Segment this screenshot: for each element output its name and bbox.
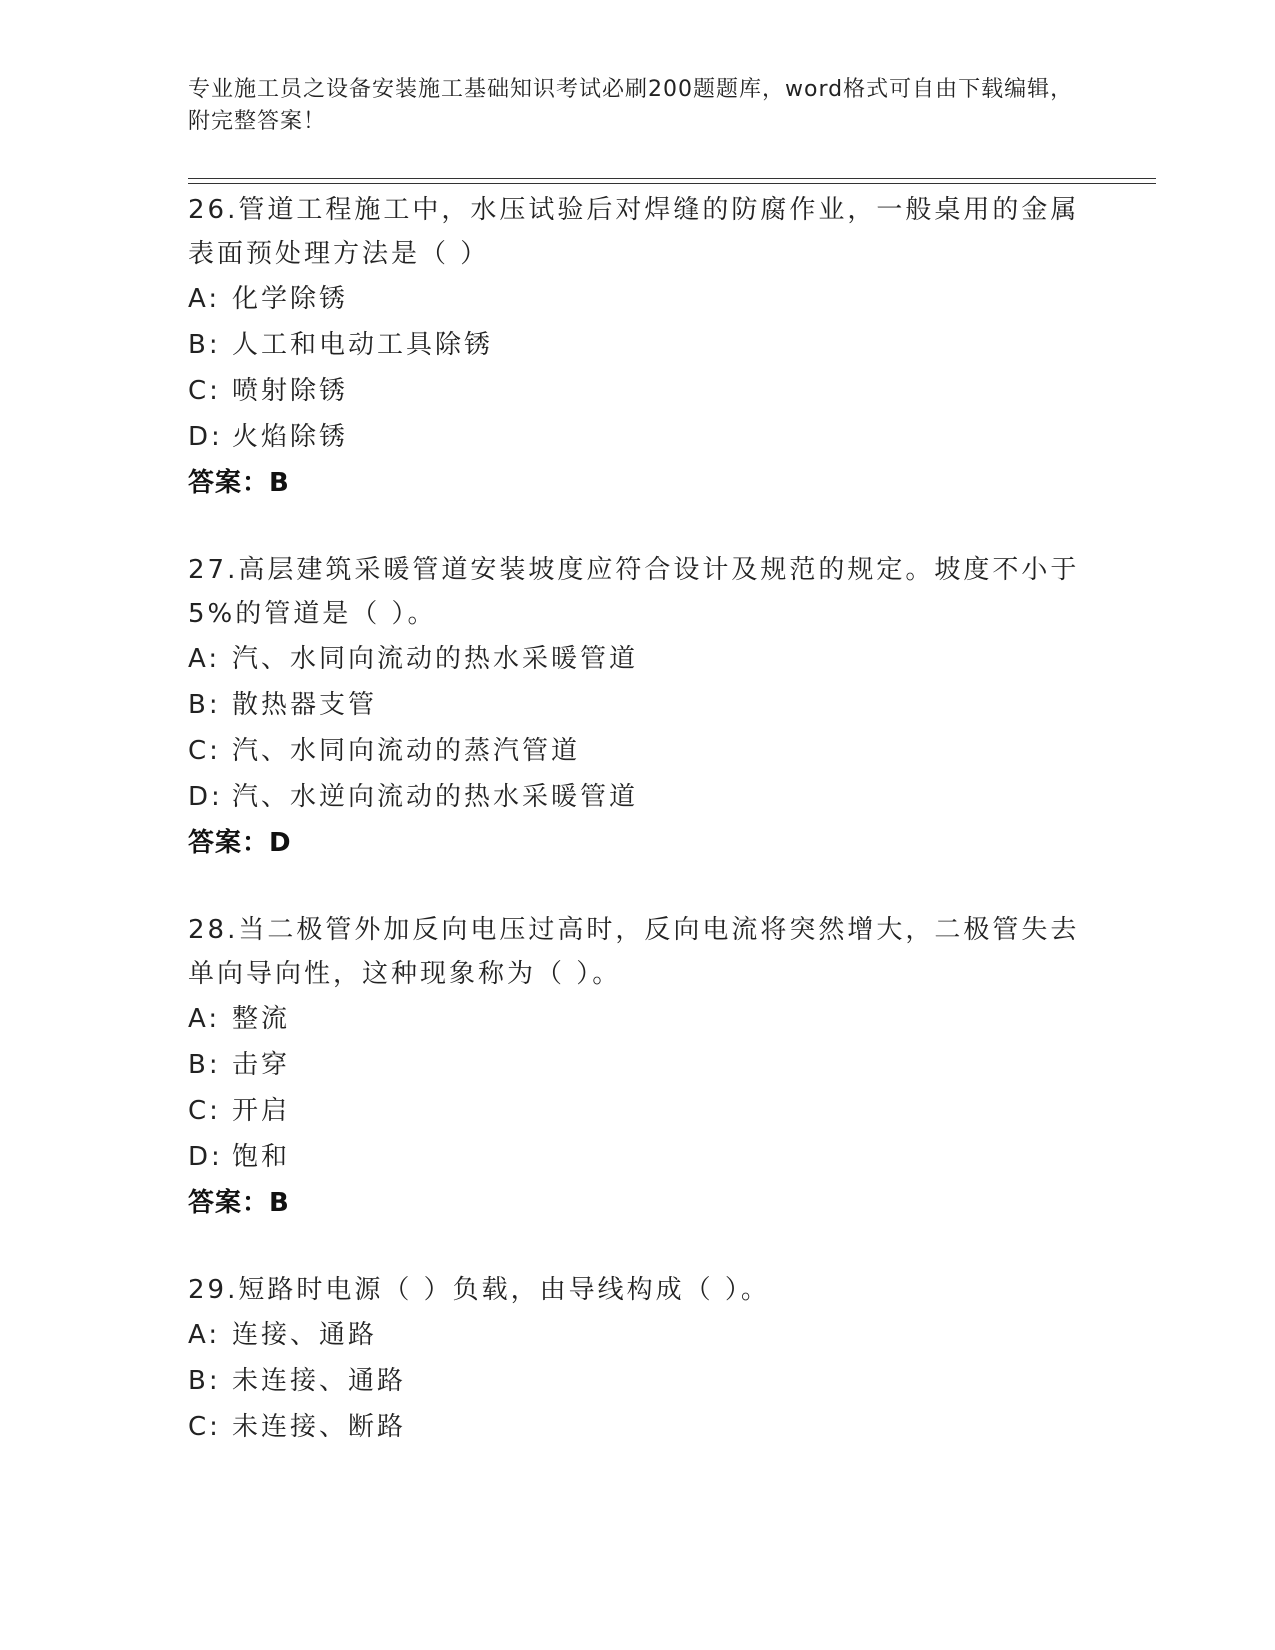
option-text: 汽、水同向流动的蒸汽管道 — [232, 736, 581, 766]
answer-line: 答案：D — [188, 828, 292, 858]
answer-line: 答案：B — [188, 468, 290, 498]
option-b — [188, 322, 1088, 368]
option-text: 喷射除锈 — [232, 376, 349, 406]
option-text: 未连接、断路 — [232, 1412, 407, 1442]
option-d — [188, 414, 1088, 460]
question-stem: 27.高层建筑采暖管道安装坡度应符合设计及规范的规定。坡度不小于5%的管道是（ ）。 — [188, 555, 1080, 629]
option-text: 人工和电动工具除锈 — [232, 330, 494, 360]
question-stem: 29.短路时电源（ ）负载，由导线构成（ ）。 — [188, 1275, 770, 1305]
option-letter: D: — [188, 1142, 223, 1172]
option-text: 饱和 — [232, 1142, 291, 1172]
option-a — [188, 636, 1088, 682]
option-letter: C: — [188, 376, 221, 406]
option-text: 汽、水逆向流动的热水采暖管道 — [232, 782, 639, 812]
option-letter: A: — [188, 644, 221, 674]
option-letter: C: — [188, 736, 221, 766]
option-letter: A: — [188, 284, 221, 314]
option-text: 开启 — [232, 1096, 291, 1126]
header-divider-top — [188, 178, 1156, 179]
document-header: 专业施工员之设备安装施工基础知识考试必刷200题题库，word格式可自由下载编辑，附完整答案！ — [188, 77, 1074, 134]
option-d — [188, 774, 1088, 820]
option-text: 化学除锈 — [232, 284, 349, 314]
answer-line: 答案：B — [188, 1188, 290, 1218]
option-b — [188, 1358, 1088, 1404]
option-text: 击穿 — [232, 1050, 291, 1080]
option-letter: D: — [188, 782, 223, 812]
option-d — [188, 1134, 1088, 1180]
option-a — [188, 996, 1088, 1042]
option-list — [188, 996, 1088, 1180]
option-list — [188, 276, 1088, 460]
question-29 — [188, 1268, 1088, 1450]
option-list — [188, 1312, 1088, 1450]
option-letter: C: — [188, 1412, 221, 1442]
option-text: 未连接、通路 — [232, 1366, 407, 1396]
option-letter: A: — [188, 1320, 221, 1350]
option-letter: D: — [188, 422, 223, 452]
question-stem: 26.管道工程施工中，水压试验后对焊缝的防腐作业，一般桌用的金属表面预处理方法是（ ） — [188, 195, 1080, 269]
option-b — [188, 1042, 1088, 1088]
option-list — [188, 636, 1088, 820]
option-c — [188, 1404, 1088, 1450]
option-c — [188, 368, 1088, 414]
option-a — [188, 1312, 1088, 1358]
option-letter: B: — [188, 1366, 221, 1396]
question-27 — [188, 548, 1088, 866]
option-text: 整流 — [232, 1004, 291, 1034]
question-28 — [188, 908, 1088, 1226]
option-letter: B: — [188, 330, 221, 360]
question-stem: 28.当二极管外加反向电压过高时，反向电流将突然增大，二极管失去单向导向性，这种现象称为（ ）。 — [188, 915, 1080, 989]
question-26 — [188, 188, 1088, 506]
option-c — [188, 1088, 1088, 1134]
option-letter: C: — [188, 1096, 221, 1126]
option-a — [188, 276, 1088, 322]
option-b — [188, 682, 1088, 728]
option-text: 火焰除锈 — [232, 422, 349, 452]
option-text: 汽、水同向流动的热水采暖管道 — [232, 644, 639, 674]
option-letter: A: — [188, 1004, 221, 1034]
header-divider-bottom — [188, 183, 1156, 184]
option-text: 连接、通路 — [232, 1320, 378, 1350]
option-letter: B: — [188, 1050, 221, 1080]
option-text: 散热器支管 — [232, 690, 378, 720]
option-letter: B: — [188, 690, 221, 720]
option-c — [188, 728, 1088, 774]
